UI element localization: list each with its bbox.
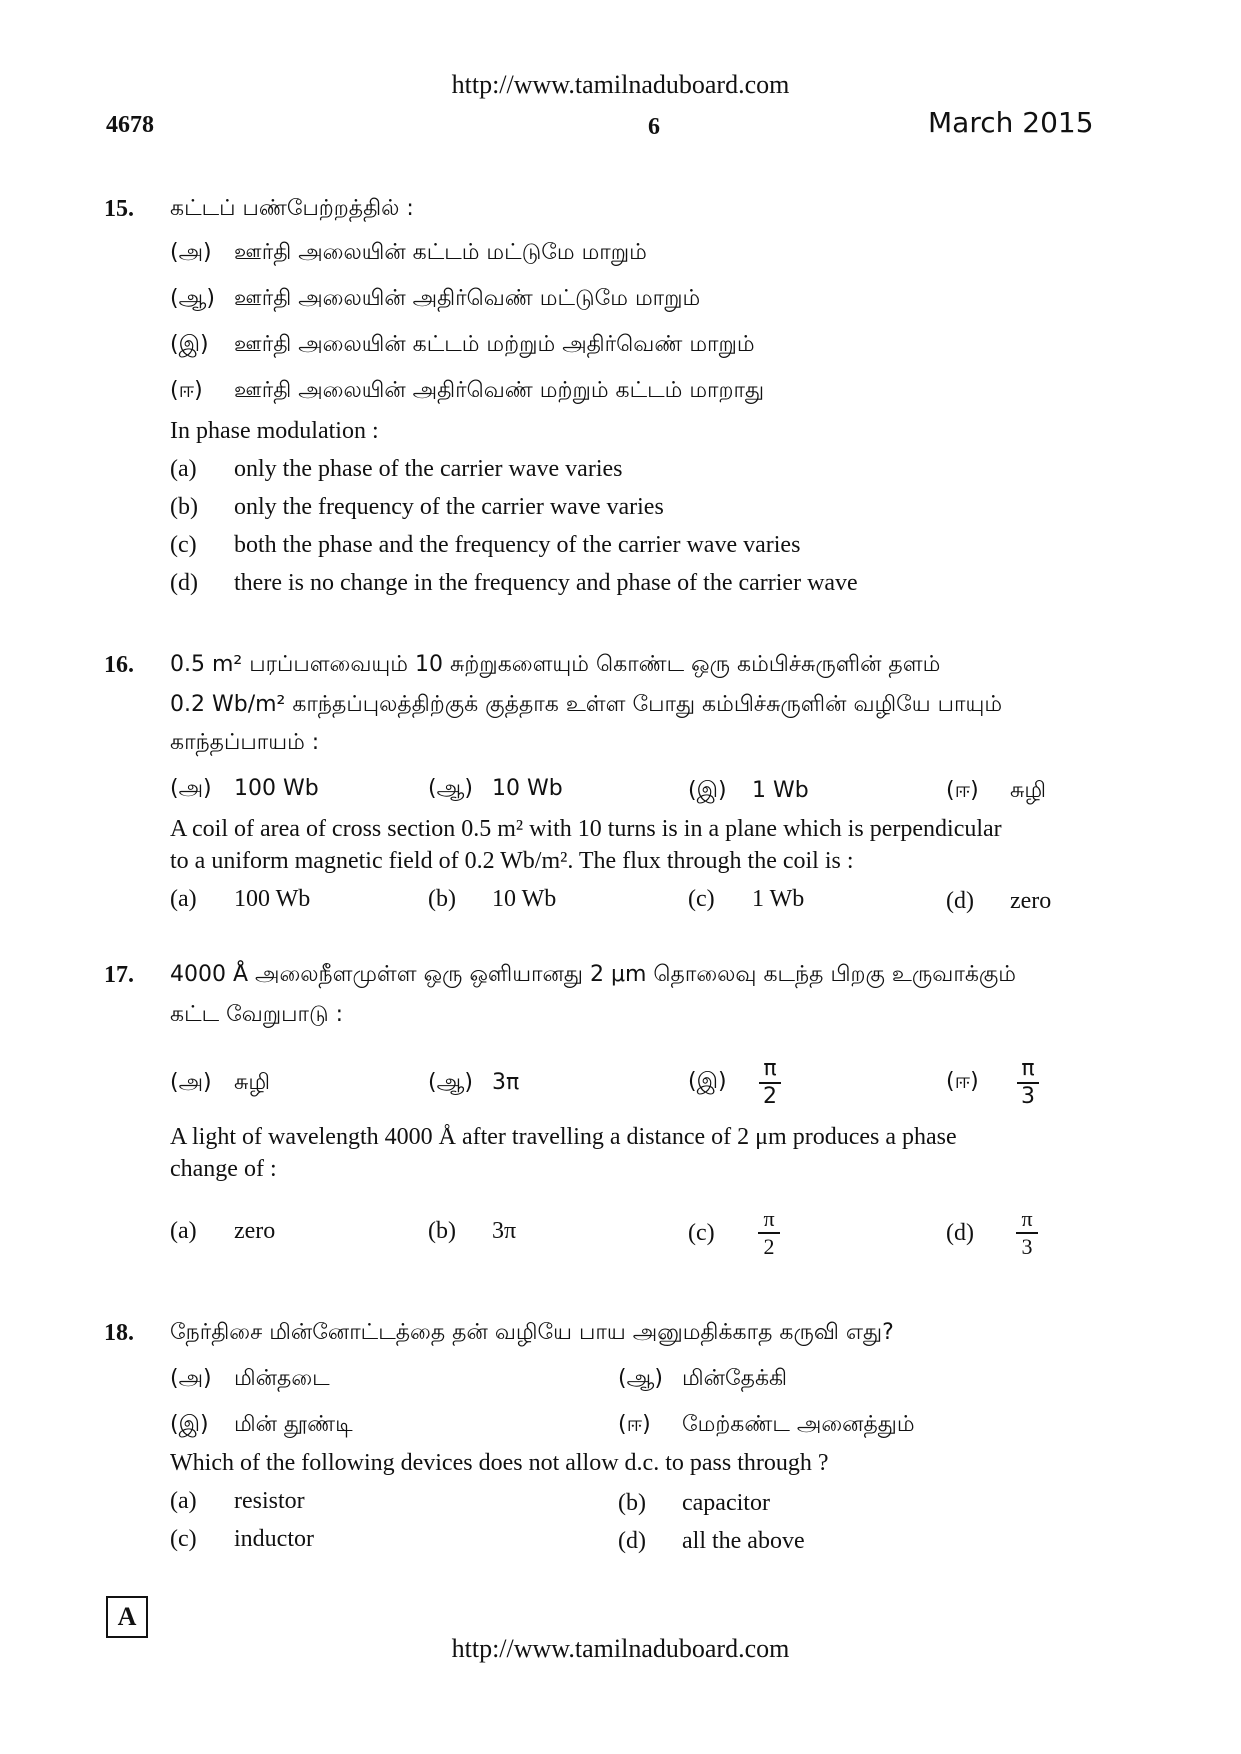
option-tamil-1: (அ) சுழி	[170, 1070, 271, 1095]
option-tamil-3: (இ) மின் தூண்டி	[170, 1412, 353, 1437]
question-stem-english-line-1: A light of wavelength 4000 Å after travelling a distance of 2 μm produces a phase	[170, 1124, 957, 1150]
option-tamil-2: (ஆ) ஊர்தி அலையின் அதிர்வெண் மட்டுமே மாறும்	[170, 286, 701, 311]
fraction-pi-over-3: $\frac{\pi}{3}$	[1017, 1058, 1039, 1108]
exam-date: March 2015	[928, 106, 1094, 139]
option-english-a: (a) only the phase of the carrier wave varies	[170, 456, 623, 482]
option-english-d: (d) $\frac{\pi}{3}$	[946, 1208, 1038, 1258]
option-english-b: (b) 3π	[428, 1218, 517, 1244]
option-english-b: (b) capacitor	[618, 1490, 770, 1516]
page-number: 6	[648, 114, 660, 140]
question-stem-tamil-line-1: 0.5 m² பரப்பளவையும் 10 சுற்றுகளையும் கொண்ட ஒரு கம்பிச்சுருளின் தளம்	[170, 652, 941, 677]
question-number: 16.	[104, 652, 134, 678]
option-tamil-3: (இ) ஊர்தி அலையின் கட்டம் மற்றும் அதிர்வெண் மாறும்	[170, 332, 755, 357]
option-english-d: (d) there is no change in the frequency and phase of the carrier wave	[170, 570, 858, 596]
option-tamil-4: (ஈ) மேற்கண்ட அனைத்தும்	[618, 1412, 915, 1437]
question-stem-tamil-line-3: காந்தப்பாயம் :	[170, 730, 320, 755]
question-stem-english-line-2: change of :	[170, 1156, 277, 1182]
option-english-c: (c) inductor	[170, 1526, 314, 1552]
question-stem-english: In phase modulation :	[170, 418, 379, 444]
option-tamil-4: (ஈ) சுழி	[946, 778, 1047, 803]
option-english-a: (a) zero	[170, 1218, 276, 1244]
fraction-pi-over-2: $\frac{\pi}{2}$	[759, 1058, 781, 1108]
exam-code: 4678	[106, 112, 154, 138]
question-stem-english-line-1: A coil of area of cross section 0.5 m² with 10 turns is in a plane which is perpendicular	[170, 816, 1002, 842]
option-tamil-1: (அ) 100 Wb	[170, 776, 319, 801]
option-english-b: (b) only the frequency of the carrier wave varies	[170, 494, 664, 520]
fraction-pi-over-2: $\frac{\pi}{2}$	[758, 1208, 780, 1258]
option-english-c: (c) $\frac{\pi}{2}$	[688, 1208, 780, 1258]
option-english-b: (b) 10 Wb	[428, 886, 557, 912]
question-number: 17.	[104, 962, 134, 988]
question-stem-tamil: கட்டப் பண்பேற்றத்தில் :	[170, 196, 414, 221]
option-tamil-4: (ஈ) $\frac{\pi}{3}$	[946, 1058, 1039, 1108]
question-stem-tamil-line-2: 0.2 Wb/m² காந்தப்புலத்திற்குக் குத்தாக உள்ள போது கம்பிச்சுருளின் வழியே பாயும்	[170, 692, 1003, 717]
option-english-d: (d) all the above	[618, 1528, 805, 1554]
question-stem-tamil-line-2: கட்ட வேறுபாடு :	[170, 1002, 344, 1027]
option-tamil-3: (இ) 1 Wb	[688, 778, 809, 803]
option-english-a: (a) resistor	[170, 1488, 305, 1514]
question-stem-english-line-2: to a uniform magnetic field of 0.2 Wb/m². The flux through the coil is :	[170, 848, 854, 874]
question-number: 18.	[104, 1320, 134, 1346]
question-stem-tamil-line-1: 4000 Å அலைநீளமுள்ள ஒரு ஒளியானது 2 μm தொலைவு கடந்த பிறகு உருவாக்கும்	[170, 962, 1017, 987]
fraction-pi-over-3: $\frac{\pi}{3}$	[1016, 1208, 1038, 1258]
option-tamil-4: (ஈ) ஊர்தி அலையின் அதிர்வெண் மற்றும் கட்டம் மாறாது	[170, 378, 765, 403]
question-stem-english: Which of the following devices does not allow d.c. to pass through ?	[170, 1450, 829, 1476]
header-url: http://www.tamilnaduboard.com	[451, 70, 790, 99]
version-box: A	[106, 1596, 148, 1638]
option-tamil-1: (அ) ஊர்தி அலையின் கட்டம் மட்டுமே மாறும்	[170, 240, 647, 265]
option-tamil-2: (ஆ) 3π	[428, 1070, 520, 1095]
option-tamil-2: (ஆ) மின்தேக்கி	[618, 1366, 788, 1391]
footer-url: http://www.tamilnaduboard.com	[451, 1634, 790, 1663]
option-tamil-3: (இ) $\frac{\pi}{2}$	[688, 1058, 781, 1108]
question-number: 15.	[104, 196, 134, 222]
option-tamil-2: (ஆ) 10 Wb	[428, 776, 563, 801]
option-english-c: (c) both the phase and the frequency of the carrier wave varies	[170, 532, 801, 558]
option-english-a: (a) 100 Wb	[170, 886, 311, 912]
question-stem-tamil: நேர்திசை மின்னோட்டத்தை தன் வழியே பாய அனுமதிக்காத கருவி எது?	[170, 1320, 894, 1345]
option-tamil-1: (அ) மின்தடை	[170, 1366, 330, 1391]
option-english-d: (d) zero	[946, 888, 1052, 914]
option-english-c: (c) 1 Wb	[688, 886, 805, 912]
